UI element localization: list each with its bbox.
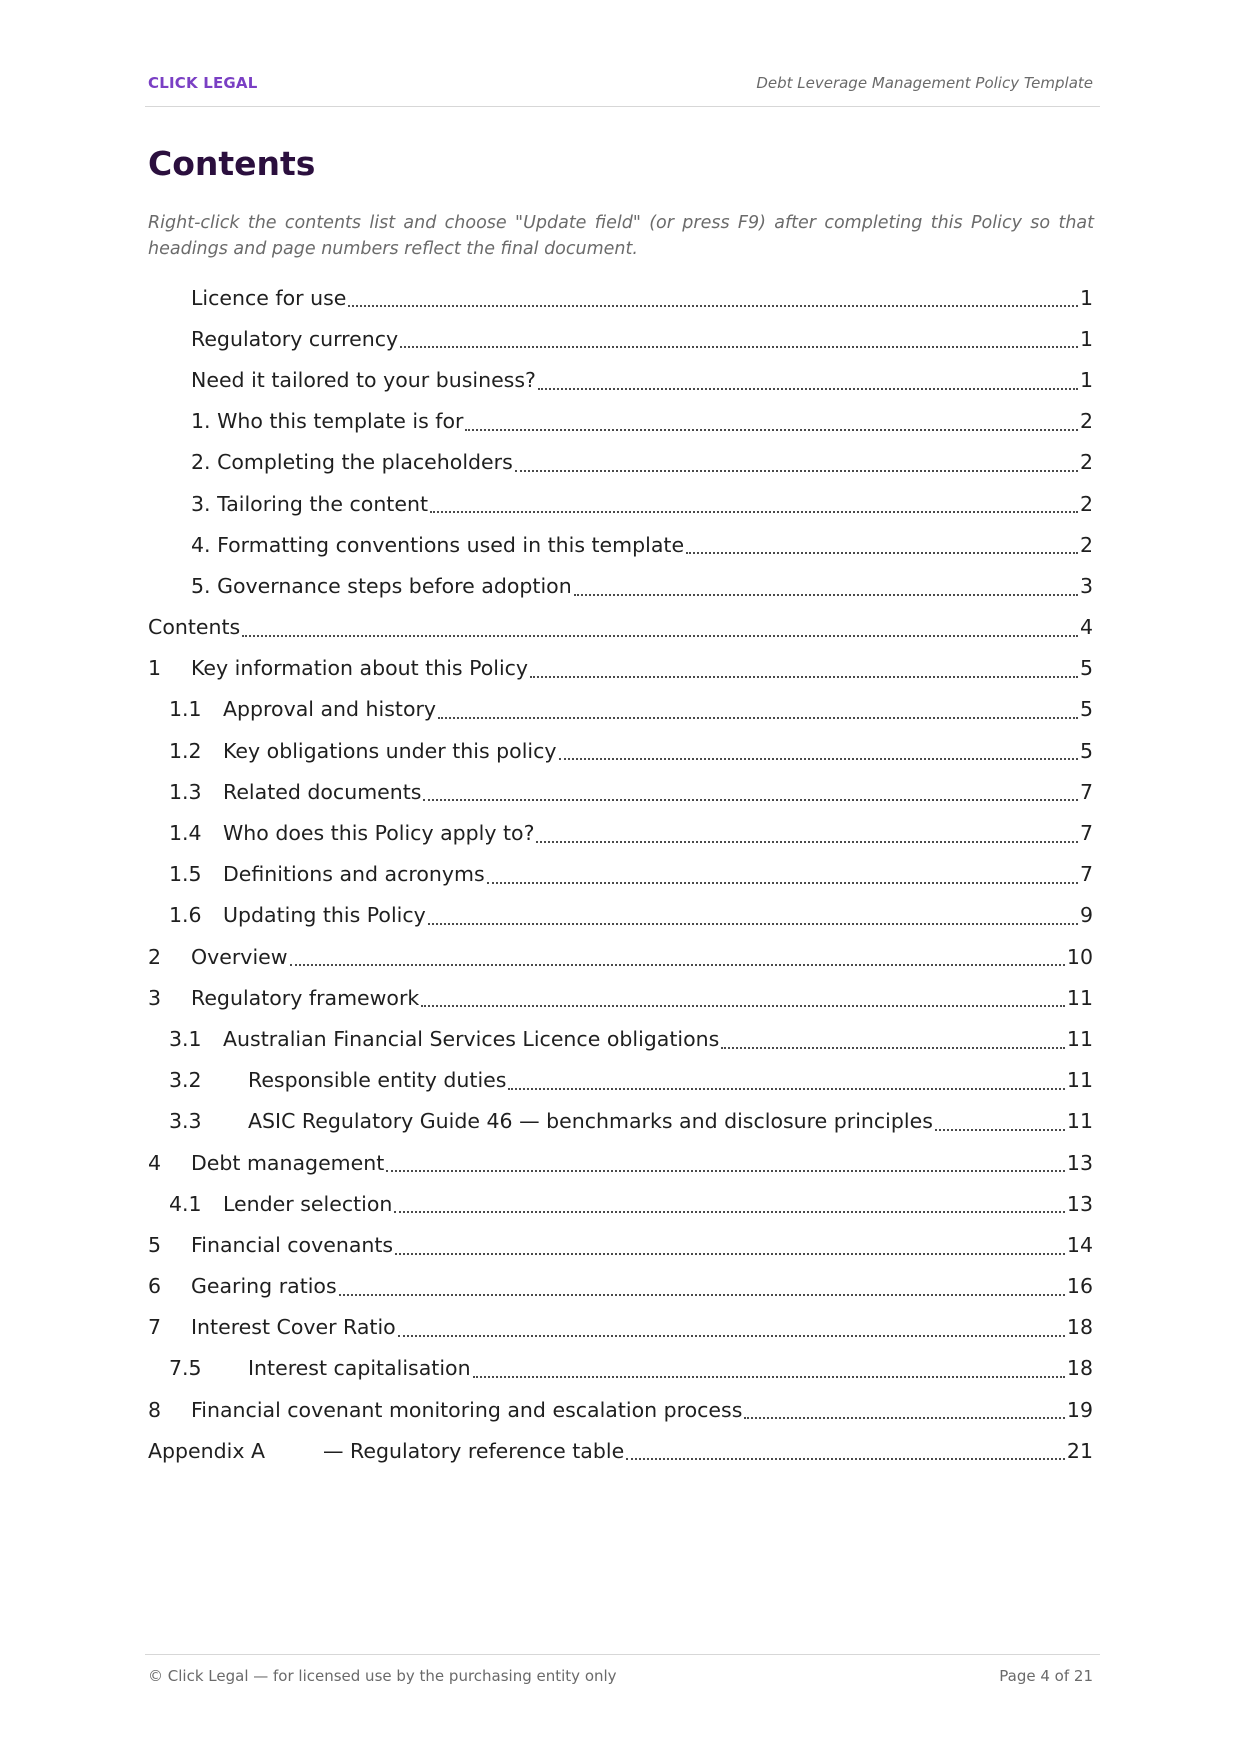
toc-entry-page: 7 [1079, 862, 1093, 887]
toc-entry[interactable] [148, 401, 1093, 442]
toc-entry-page: 5 [1079, 656, 1093, 681]
toc-entry-page: 2 [1079, 491, 1093, 516]
toc-dot-leader [536, 841, 1077, 843]
toc-entry-title: Approval and history [223, 697, 437, 722]
toc-entry-title: Key information about this Policy [191, 656, 529, 681]
toc-entry-number: 1.5 [169, 862, 202, 887]
toc-entry-number: 4 [148, 1150, 162, 1175]
toc-entry[interactable] [148, 1430, 1093, 1471]
toc-entry-page: 13 [1066, 1150, 1093, 1175]
toc-entry-title: Interest capitalisation [248, 1356, 471, 1381]
toc-entry-page: 2 [1079, 409, 1093, 434]
brand-name: CLICK LEGAL [148, 74, 258, 92]
toc-entry-title: Australian Financial Services Licence obligations [223, 1026, 720, 1051]
toc-entry-number: 4.1 [169, 1191, 202, 1216]
toc-entry-number: 1.6 [169, 903, 202, 928]
toc-dot-leader [744, 1417, 1065, 1419]
toc-entry-title: Definitions and acronyms [223, 862, 485, 887]
toc-entry-page: 11 [1066, 1109, 1093, 1134]
toc-dot-leader [395, 1253, 1065, 1255]
toc-entry-title: Regulatory framework [191, 985, 420, 1010]
toc-entry-number: 2 [148, 944, 162, 969]
toc-entry-page: 11 [1066, 1068, 1093, 1093]
toc-entry-title: 5. Governance steps before adoption [191, 573, 572, 598]
toc-dot-leader [290, 964, 1065, 966]
toc-entry-page: 1 [1079, 326, 1093, 351]
toc-entry-page: 14 [1066, 1232, 1093, 1257]
toc-entry-page: 16 [1066, 1274, 1093, 1299]
toc-dot-leader [400, 346, 1078, 348]
toc-entry-number: 3 [148, 985, 162, 1010]
toc-dot-leader [423, 799, 1077, 801]
toc-entry-title: 4. Formatting conventions used in this template [191, 532, 685, 557]
toc-entry-title: Updating this Policy [223, 903, 426, 928]
toc-entry-title: Key obligations under this policy [223, 738, 557, 763]
toc-dot-leader [242, 635, 1078, 637]
toc-entry-number: 3.1 [169, 1026, 202, 1051]
toc-dot-leader [574, 594, 1078, 596]
toc-entry[interactable] [148, 1018, 1093, 1059]
toc-dot-leader [721, 1047, 1065, 1049]
toc-dot-leader [626, 1458, 1065, 1460]
toc-entry[interactable] [148, 1142, 1093, 1183]
toc-dot-leader [421, 1005, 1065, 1007]
toc-dot-leader [438, 717, 1078, 719]
toc-entry-page: 1 [1079, 367, 1093, 392]
toc-entry[interactable] [148, 359, 1093, 400]
toc-entry-title: Regulatory currency [191, 326, 399, 351]
toc-entry-title: Contents [148, 615, 241, 640]
copyright-notice: © Click Legal — for licensed use by the purchasing entity only [148, 1667, 617, 1685]
toc-entry[interactable] [148, 277, 1093, 318]
toc-entry-number: 1.2 [169, 738, 202, 763]
toc-entry[interactable] [148, 607, 1093, 648]
toc-dot-leader [473, 1376, 1065, 1378]
toc-entry-title: Who does this Policy apply to? [223, 821, 535, 846]
toc-entry-number: 1 [148, 656, 162, 681]
toc-entry-page: 2 [1079, 450, 1093, 475]
toc-entry[interactable] [148, 895, 1093, 936]
toc-entry[interactable] [148, 524, 1093, 565]
page-title: Contents [148, 144, 316, 183]
toc-instructions: Right-click the contents list and choose "Update field" (or press F9) after completing this Policy so that headings and page numbers reflect the final document. [148, 213, 1094, 259]
toc-entry-number: 1.1 [169, 697, 202, 722]
page-header [145, 70, 1100, 107]
toc-entry[interactable] [148, 1224, 1093, 1265]
page-footer [145, 1654, 1100, 1695]
table-of-contents [148, 277, 1093, 1471]
toc-entry-title: Gearing ratios [191, 1274, 337, 1299]
toc-entry-page: 3 [1079, 573, 1093, 598]
toc-entry[interactable] [148, 442, 1093, 483]
toc-entry-number: 7.5 [169, 1356, 202, 1381]
toc-entry-number: 7 [148, 1315, 162, 1340]
toc-entry-page: 13 [1066, 1191, 1093, 1216]
toc-entry[interactable] [148, 854, 1093, 895]
toc-entry-title: Related documents [223, 779, 422, 804]
page-number: Page 4 of 21 [999, 1667, 1093, 1685]
toc-dot-leader [935, 1129, 1065, 1131]
toc-entry-title: Lender selection [223, 1191, 393, 1216]
toc-dot-leader [515, 470, 1078, 472]
toc-entry[interactable] [148, 936, 1093, 977]
toc-entry-number: 6 [148, 1274, 162, 1299]
toc-entry[interactable] [148, 1060, 1093, 1101]
toc-entry-title: Licence for use [191, 285, 347, 310]
toc-dot-leader [428, 923, 1078, 925]
toc-entry-title: 1. Who this template is for [191, 409, 464, 434]
toc-entry-title: 3. Tailoring the content [191, 491, 428, 516]
toc-entry[interactable] [148, 1266, 1093, 1307]
toc-dot-leader [398, 1335, 1065, 1337]
toc-entry-page: 1 [1079, 285, 1093, 310]
toc-dot-leader [508, 1088, 1064, 1090]
toc-entry-page: 7 [1079, 821, 1093, 846]
toc-entry-page: 7 [1079, 779, 1093, 804]
toc-entry-page: 10 [1066, 944, 1093, 969]
toc-entry-number: 3.3 [169, 1109, 202, 1134]
toc-entry-title: Interest Cover Ratio [191, 1315, 396, 1340]
toc-entry[interactable] [148, 689, 1093, 730]
toc-entry-number: 1.3 [169, 779, 202, 804]
toc-entry-number: Appendix A [148, 1438, 266, 1463]
toc-dot-leader [487, 882, 1078, 884]
toc-entry-title: ASIC Regulatory Guide 46 — benchmarks and disclosure principles [248, 1109, 933, 1134]
toc-entry[interactable] [148, 483, 1093, 524]
toc-entry[interactable] [148, 771, 1093, 812]
toc-entry[interactable] [148, 977, 1093, 1018]
toc-dot-leader [538, 388, 1078, 390]
toc-entry[interactable] [148, 1389, 1093, 1430]
toc-entry-title: Need it tailored to your business? [191, 367, 536, 392]
toc-entry-page: 9 [1079, 903, 1093, 928]
toc-entry-page: 4 [1079, 615, 1093, 640]
toc-dot-leader [530, 676, 1078, 678]
toc-entry-title: Financial covenants [191, 1232, 394, 1257]
toc-entry-number: 1.4 [169, 821, 202, 846]
toc-entry-title: Overview [191, 944, 288, 969]
toc-entry[interactable] [148, 565, 1093, 606]
toc-entry-page: 11 [1066, 1026, 1093, 1051]
toc-entry-number: 8 [148, 1397, 162, 1422]
toc-dot-leader [465, 429, 1077, 431]
toc-entry[interactable] [148, 1307, 1093, 1348]
toc-entry[interactable] [148, 1101, 1093, 1142]
toc-entry[interactable] [148, 730, 1093, 771]
toc-entry[interactable] [148, 1348, 1093, 1389]
toc-entry-page: 21 [1066, 1438, 1093, 1463]
toc-entry-page: 5 [1079, 738, 1093, 763]
toc-entry-page: 5 [1079, 697, 1093, 722]
toc-entry-title: 2. Completing the placeholders [191, 450, 513, 475]
toc-entry-page: 18 [1066, 1356, 1093, 1381]
toc-entry-page: 2 [1079, 532, 1093, 557]
toc-entry-page: 18 [1066, 1315, 1093, 1340]
toc-entry-number: 3.2 [169, 1068, 202, 1093]
toc-dot-leader [430, 511, 1078, 513]
toc-dot-leader [339, 1294, 1065, 1296]
toc-entry-title: Financial covenant monitoring and escalation process [191, 1397, 743, 1422]
toc-entry[interactable] [148, 812, 1093, 853]
toc-entry[interactable] [148, 1183, 1093, 1224]
document-title: Debt Leverage Management Policy Template [756, 74, 1093, 92]
toc-dot-leader [348, 305, 1078, 307]
toc-entry[interactable] [148, 318, 1093, 359]
toc-entry-page: 19 [1066, 1397, 1093, 1422]
toc-entry-title: — Regulatory reference table [323, 1438, 625, 1463]
toc-entry-title: Responsible entity duties [248, 1068, 507, 1093]
toc-dot-leader [394, 1211, 1065, 1213]
toc-entry-title: Debt management [191, 1150, 385, 1175]
toc-entry-page: 11 [1066, 985, 1093, 1010]
toc-dot-leader [386, 1170, 1065, 1172]
toc-entry[interactable] [148, 648, 1093, 689]
toc-dot-leader [559, 758, 1078, 760]
toc-dot-leader [686, 552, 1078, 554]
toc-entry-number: 5 [148, 1232, 162, 1257]
